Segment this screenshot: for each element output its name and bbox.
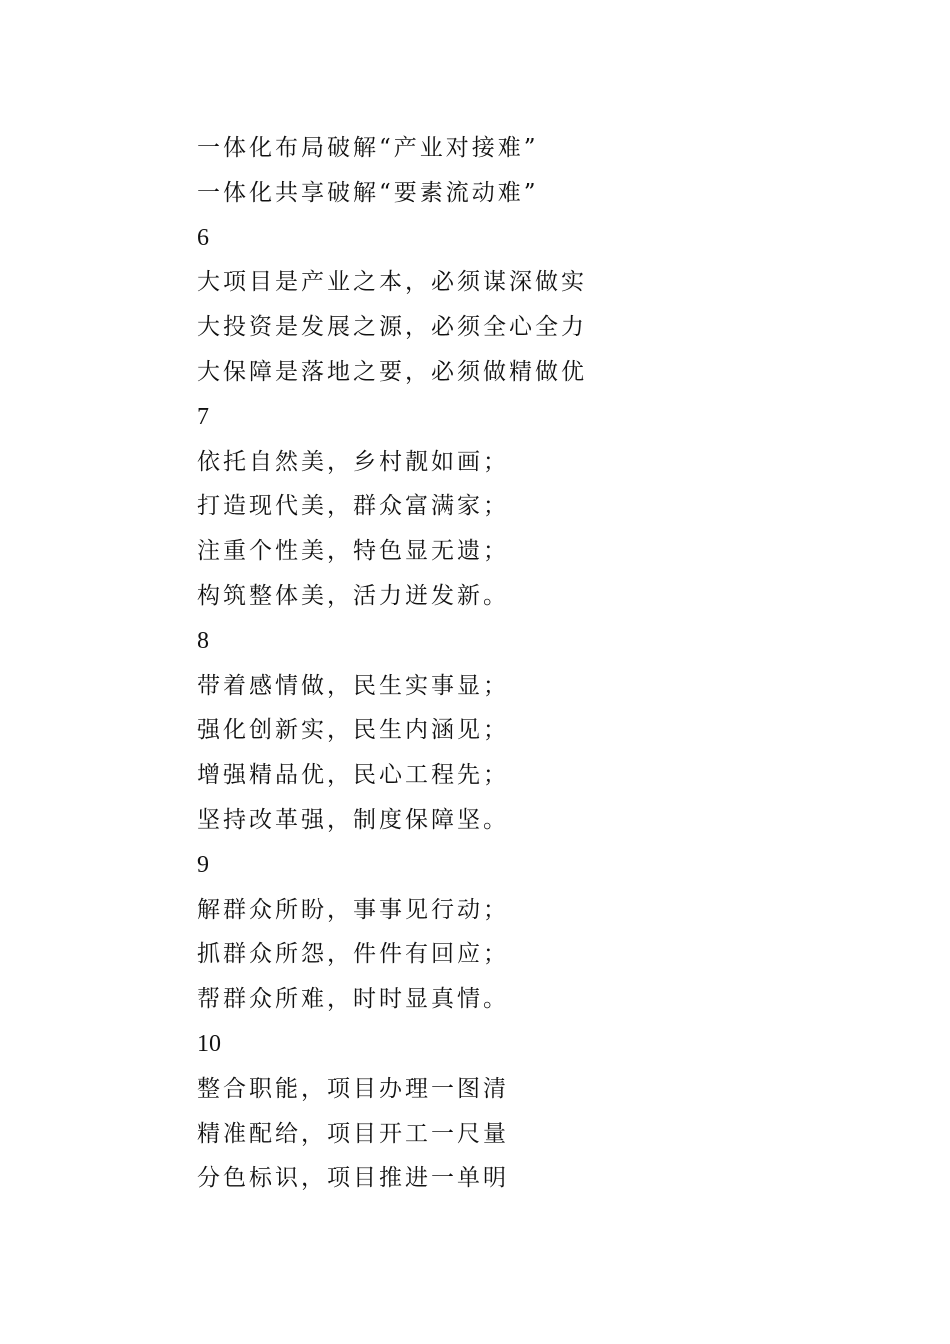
text-line: 解群众所盼，事事见行动； <box>197 896 509 923</box>
text-line: 大保障是落地之要，必须做精做优 <box>197 358 587 385</box>
section-number: 8 <box>197 627 209 654</box>
text-line: 抓群众所怨，件件有回应； <box>197 941 509 968</box>
text-line: 打造现代美，群众富满家； <box>197 493 509 520</box>
section-number: 9 <box>197 851 209 878</box>
text-line: 注重个性美，特色显无遗； <box>197 538 509 565</box>
text-line: 一体化布局破解“产业对接难” <box>197 135 539 161</box>
text-line: 帮群众所难，时时显真情。 <box>197 986 509 1013</box>
text-line: 分色标识，项目推进一单明 <box>197 1165 509 1192</box>
section-number: 6 <box>197 224 209 251</box>
document-body <box>197 126 837 1201</box>
text-line: 坚持改革强，制度保障坚。 <box>197 806 509 833</box>
text-line: 增强精品优，民心工程先； <box>197 762 509 789</box>
text-line: 带着感情做，民生实事显； <box>197 672 509 699</box>
text-line: 整合职能，项目办理一图清 <box>197 1075 509 1102</box>
text-line: 大投资是发展之源，必须全心全力 <box>197 314 587 341</box>
text-line: 大项目是产业之本，必须谋深做实 <box>197 269 587 296</box>
section-number: 7 <box>197 403 209 430</box>
text-line: 依托自然美，乡村靓如画； <box>197 448 509 475</box>
text-line: 精准配给，项目开工一尺量 <box>197 1120 509 1147</box>
text-line: 一体化共享破解“要素流动难” <box>197 179 539 206</box>
text-line: 构筑整体美，活力迸发新。 <box>197 582 509 609</box>
text-line: 强化创新实，民生内涵见； <box>197 717 509 744</box>
section-number: 10 <box>197 1030 221 1057</box>
